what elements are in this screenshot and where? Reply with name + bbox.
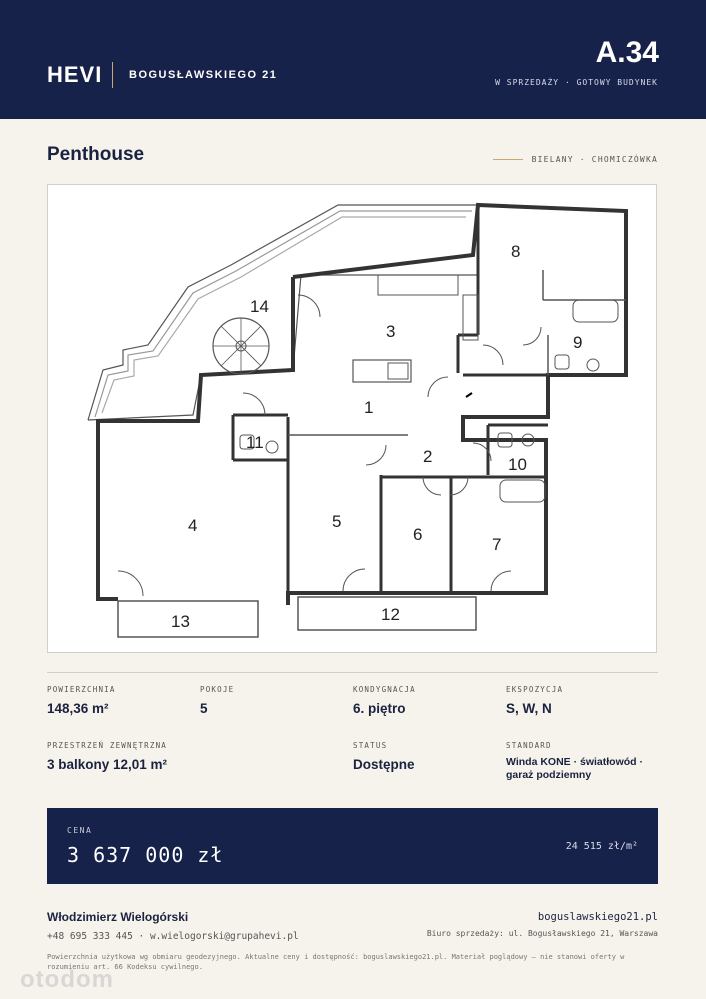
rooms-value: 5: [200, 701, 208, 716]
room-label-14: 14: [250, 297, 269, 316]
floor-label: KONDYGNACJA: [353, 685, 416, 694]
floor-plan: [47, 184, 657, 653]
watermark-logo: otodom: [20, 966, 114, 993]
floor-plan-walls: [88, 205, 626, 637]
room-label-1: 1: [364, 398, 374, 417]
standard-label: STANDARD: [506, 741, 552, 750]
room-label-2: 2: [423, 447, 433, 466]
room-label-9: 9: [573, 333, 583, 352]
disclaimer-text: Powierzchnia użytkowa wg obmiaru geodezyjnego. Aktualne ceny i dostępność: boguslawskiego21.pl. Materiał poglądowy — nie stanowi oferty w rozumieniu art. 66 Kodeksu cywilnego.: [47, 953, 625, 971]
price-per-m2: 24 515 zł/m²: [565, 841, 638, 852]
room-label-13: 13: [171, 612, 190, 631]
floor-value: 6. piętro: [353, 701, 406, 716]
room-label-4: 4: [188, 516, 198, 535]
website-link[interactable]: boguslawskiego21.pl: [537, 911, 658, 923]
unit-code: A.34: [595, 36, 659, 69]
price-value: 3 637 000 zł: [67, 843, 224, 867]
room-label-3: 3: [386, 322, 396, 341]
room-label-8: 8: [511, 242, 521, 261]
status-label: STATUS: [353, 741, 388, 750]
room-label-7: 7: [492, 535, 502, 554]
logo-divider: [112, 62, 113, 88]
standard-value: Winda KONE · światłowód · garaż podziemny: [506, 756, 643, 781]
agent-name: Włodzimierz Wielogórski: [47, 910, 189, 924]
outdoor-label: PRZESTRZEŃ ZEWNĘTRZNA: [47, 741, 168, 750]
area-value: 148,36 m²: [47, 701, 109, 716]
location-accent-line: [493, 159, 523, 160]
price-panel: [47, 808, 658, 884]
room-label-10: 10: [508, 455, 527, 474]
location-label: BIELANY · CHOMICZÓWKA: [531, 155, 658, 164]
details-top-divider: [47, 672, 658, 673]
exposure-value: S, W, N: [506, 701, 552, 716]
unit-status: W SPRZEDAŻY · GOTOWY BUDYNEK: [495, 78, 658, 87]
agent-contact[interactable]: +48 695 333 445 · w.wielogorski@grupahevi.pl: [47, 931, 299, 942]
room-label-5: 5: [332, 512, 342, 531]
rooms-label: POKOJE: [200, 685, 235, 694]
room-label-6: 6: [413, 525, 423, 544]
page-title: Penthouse: [47, 144, 145, 165]
area-label: POWIERZCHNIA: [47, 685, 116, 694]
floor-plan-drawing: [48, 185, 658, 654]
exposure-label: EKSPOZYCJA: [506, 685, 564, 694]
building-address: BOGUSŁAWSKIEGO 21: [129, 69, 278, 81]
room-label-11: 11: [246, 433, 264, 452]
price-label: CENA: [67, 826, 93, 835]
room-label-12: 12: [381, 605, 400, 624]
brand-logo: HEVI: [47, 62, 103, 87]
sales-office-address: Biuro sprzedaży: ul. Bogusławskiego 21, Warszawa: [426, 929, 658, 938]
status-value: Dostępne: [353, 757, 415, 772]
outdoor-value: 3 balkony 12,01 m²: [47, 757, 168, 772]
header-banner: [0, 0, 706, 119]
